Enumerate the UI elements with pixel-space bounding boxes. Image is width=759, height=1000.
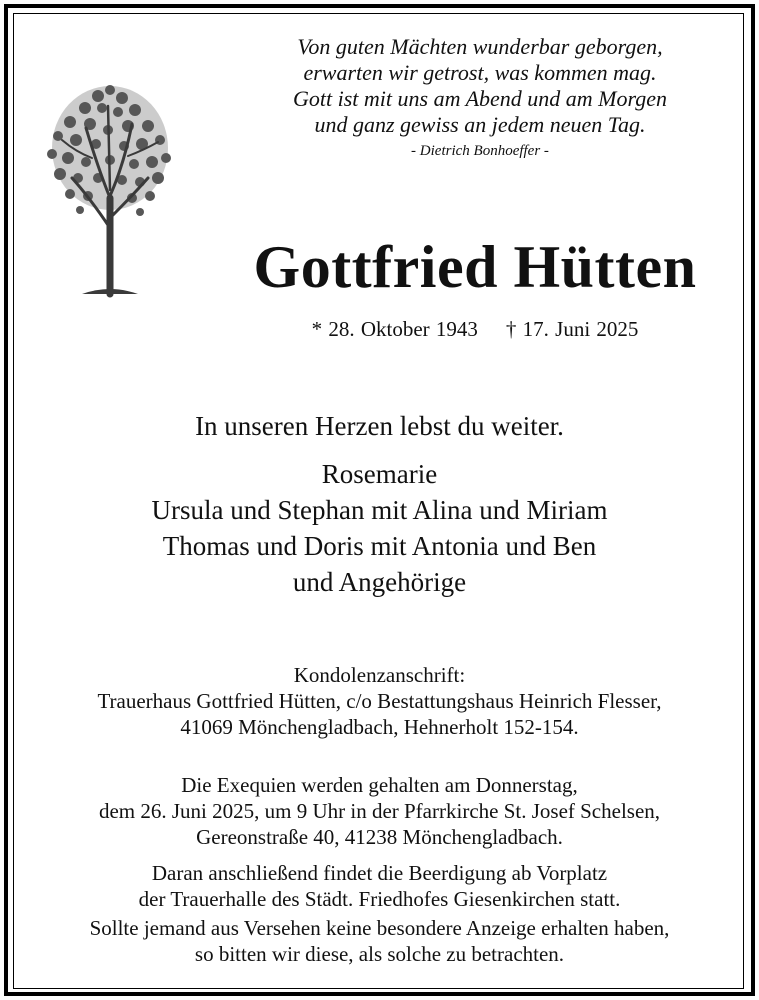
life-dates (270, 315, 680, 343)
condolence-line: 41069 Mönchengladbach, Hehnerholt 152-154. (180, 715, 579, 739)
mourner-line: Rosemarie (321, 459, 438, 489)
burial-line: Daran anschließend findet die Beerdigung ab Vorplatz (151, 861, 608, 885)
condolence-heading: Kondolenzanschrift: (293, 663, 466, 687)
service-line: dem 26. Juni 2025, um 9 Uhr in der Pfarrkirche St. Josef Schelsen, (98, 799, 661, 823)
funeral-service-info (0, 772, 759, 850)
mourner-line: Ursula und Stephan mit Alina und Miriam (151, 495, 608, 525)
notice-line: Sollte jemand aus Versehen keine besondere Anzeige erhalten haben, (89, 916, 670, 940)
condolence-line: Trauerhaus Gottfried Hütten, c/o Bestattungshaus Heinrich Flesser, (97, 689, 662, 713)
service-line: Die Exequien werden gehalten am Donnerstag, (181, 773, 578, 797)
burial-info (0, 860, 759, 912)
quote-line: erwarten wir getrost, was kommen mag. (303, 60, 657, 85)
tree-ground (82, 289, 138, 294)
bonhoeffer-quote (260, 34, 700, 162)
condolence-address (0, 662, 759, 740)
burial-line: der Trauerhalle des Städt. Friedhofes Giesenkirchen statt. (138, 887, 621, 911)
quote-line: und ganz gewiss an jedem neuen Tag. (314, 112, 646, 137)
mourner-line: Thomas und Doris mit Antonia und Ben (162, 531, 597, 561)
quote-line: Gott ist mit uns am Abend und am Morgen (293, 86, 667, 111)
mourner-line: und Angehörige (292, 567, 467, 597)
tree-icon (40, 78, 180, 300)
mourners-list (0, 456, 759, 600)
service-line: Gereonstraße 40, 41238 Mönchengladbach. (196, 825, 563, 849)
quote-author: - Dietrich Bonhoeffer - (411, 143, 549, 159)
birth-date: * 28. Oktober 1943 (311, 317, 478, 341)
deceased-name: Gottfried Hütten (253, 234, 697, 300)
notification-notice (0, 915, 759, 967)
memorial-motto: In unseren Herzen lebst du weiter. (195, 411, 564, 441)
notice-line: so bitten wir diese, als solche zu betrachten. (194, 942, 565, 966)
quote-line: Von guten Mächten wunderbar geborgen, (297, 34, 663, 59)
death-date: † 17. Juni 2025 (505, 317, 639, 341)
